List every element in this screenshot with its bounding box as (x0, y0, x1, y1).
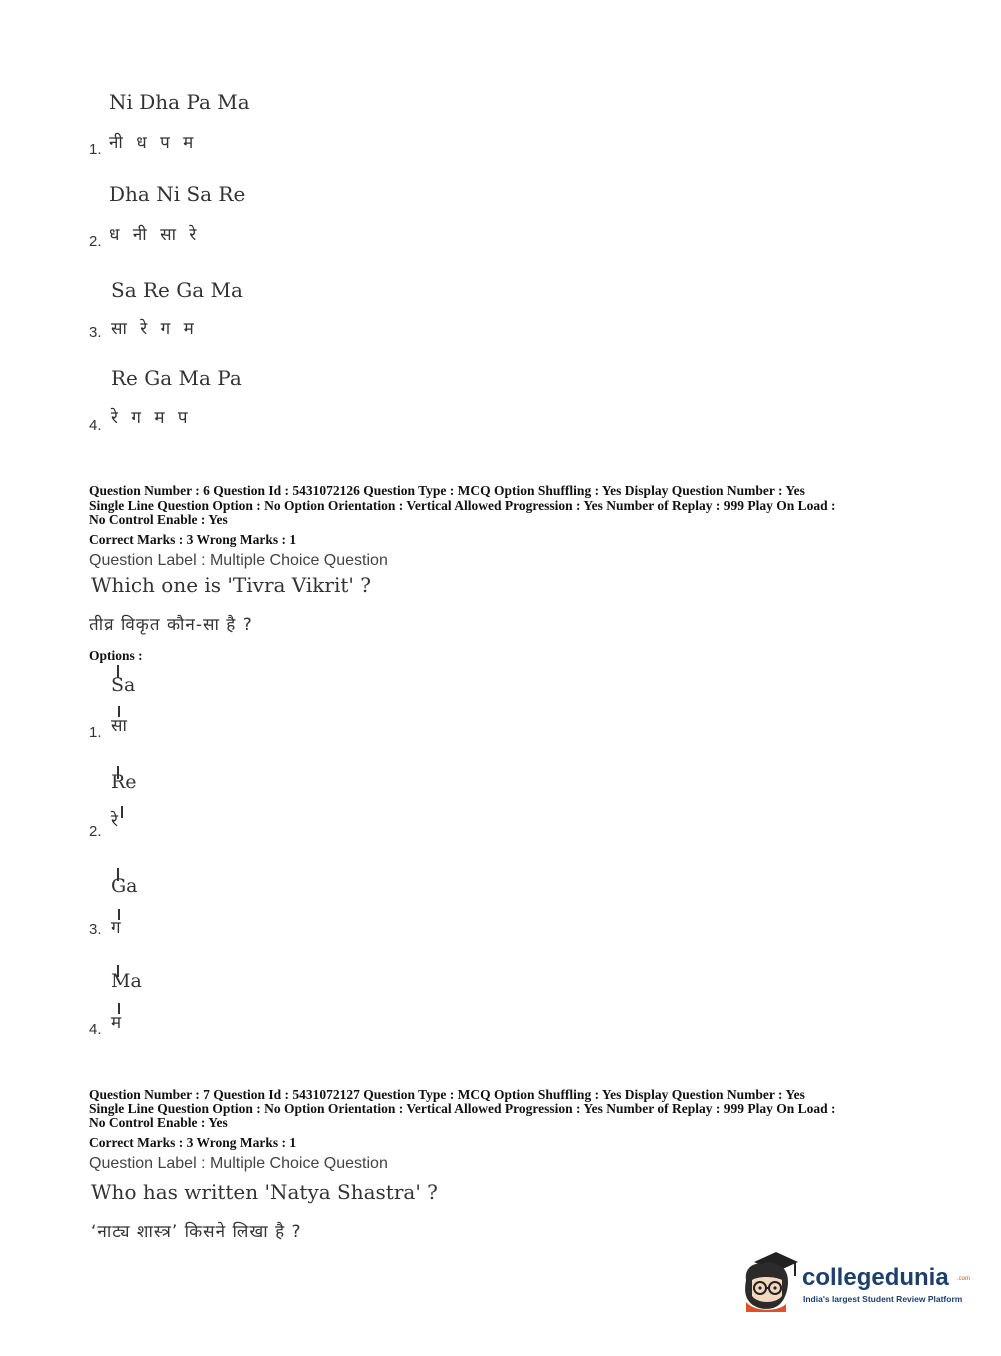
q6-option-2-number: 2. (89, 823, 102, 840)
prev-option-2-english: Dha Ni Sa Re (109, 182, 246, 206)
q6-option-2-english: Re (111, 771, 137, 793)
prev-option-3-english: Sa Re Ga Ma (111, 278, 243, 302)
q6-option-1-number: 1. (89, 724, 102, 741)
q6-meta-line-1: Question Number : 6 Question Id : 5431072126 Question Type : MCQ Option Shuffling : Yes Display Question Number : Yes (89, 483, 805, 498)
q7-meta-line-2: Single Line Question Option : No Option Orientation : Vertical Allowed Progression : Yes Number of Replay : 999 Play On Load : (89, 1101, 836, 1116)
prev-option-4-hindi: रे ग म प (111, 408, 192, 428)
prev-option-4-english: Re Ga Ma Pa (111, 366, 242, 390)
q6-options-label: Options : (89, 648, 143, 663)
logo-tagline: India's largest Student Review Platform (803, 1294, 963, 1304)
prev-option-1-hindi: नी ध प म (109, 133, 198, 153)
prev-option-1-number: 1. (89, 141, 102, 158)
prev-option-2-number: 2. (89, 233, 102, 250)
prev-option-3-number: 3. (89, 324, 102, 341)
q6-option-4-number: 4. (89, 1021, 102, 1038)
q7-meta-line-1: Question Number : 7 Question Id : 5431072127 Question Type : MCQ Option Shuffling : Yes Display Question Number : Yes (89, 1087, 805, 1102)
prev-option-3-hindi: सा रे ग म (111, 319, 198, 339)
prev-option-1-english: Ni Dha Pa Ma (109, 90, 250, 114)
prev-option-2-hindi: ध नी सा रे (109, 225, 201, 245)
logo-suffix: .com (957, 1276, 971, 1282)
q7-marks: Correct Marks : 3 Wrong Marks : 1 (89, 1135, 297, 1150)
q6-option-2-hindi: रे (111, 811, 122, 831)
q7-meta-line-3: No Control Enable : Yes (89, 1115, 228, 1130)
q7-question-text-hindi: ‘नाट्य शास्त्र’ किसने लिखा है ? (91, 1222, 302, 1242)
q6-option-1-english: Sa (111, 674, 136, 696)
q6-question-text-hindi: तीव्र विकृत कौन-सा है ? (89, 615, 253, 635)
logo-name: collegedunia (802, 1264, 949, 1291)
mascot-icon (740, 1250, 800, 1312)
q6-question-text-english: Which one is 'Tivra Vikrit' ? (91, 573, 371, 597)
collegedunia-logo (740, 1250, 970, 1315)
q6-question-label: Question Label : Multiple Choice Question (89, 552, 388, 569)
q6-meta-line-3: No Control Enable : Yes (89, 512, 228, 527)
q6-meta-line-2: Single Line Question Option : No Option Orientation : Vertical Allowed Progression : Yes Number of Replay : 999 Play On Load : (89, 498, 836, 513)
q6-option-3-english: Ga (111, 875, 138, 897)
q6-marks: Correct Marks : 3 Wrong Marks : 1 (89, 532, 297, 547)
q6-option-4-hindi: म (111, 1013, 126, 1033)
q7-question-label: Question Label : Multiple Choice Question (89, 1155, 388, 1172)
q6-option-4-english: Ma (111, 970, 142, 992)
prev-option-4-number: 4. (89, 417, 102, 434)
q6-option-3-number: 3. (89, 921, 102, 938)
q6-option-1-hindi: सा (111, 716, 131, 736)
q6-option-3-hindi: ग (111, 918, 125, 938)
q7-question-text-english: Who has written 'Natya Shastra' ? (91, 1180, 438, 1204)
